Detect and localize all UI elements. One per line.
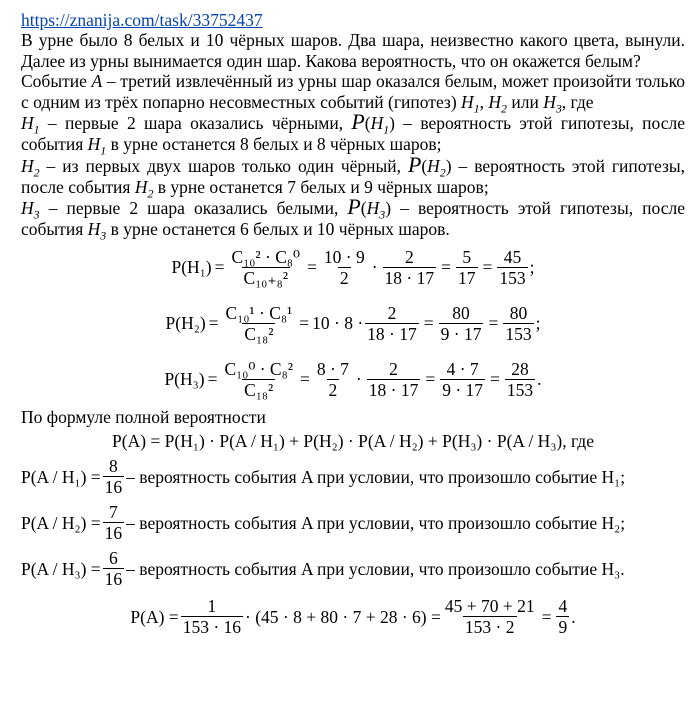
fraction	[503, 304, 533, 344]
denominator: C₁₈²	[244, 323, 274, 344]
fraction	[443, 597, 537, 637]
total-probability-heading: По формуле полной вероятности	[21, 407, 266, 428]
final-lhs: P(A) =	[130, 606, 179, 627]
conditional-h2	[21, 500, 685, 546]
eq-end: ;	[535, 313, 541, 334]
eq-end: .	[571, 606, 576, 627]
denominator: 17	[458, 267, 476, 288]
event-a-symbol: A	[91, 71, 103, 92]
numerator: 2	[404, 246, 414, 267]
cond-lhs: P(A / H₁) =	[21, 466, 101, 487]
document-page	[21, 10, 685, 642]
h1-symbol: $H_1$	[461, 91, 480, 116]
equation-p-h2: P(H₂) = $\frac{\text{C₁₀¹ · C₈¹}}{\text{C₁₈²}}$ = 10 · 8 · $\frac{2}{18 \cdot 17}$ = $\frac{80}{9 \cdot 17}$ = $\frac{80}{153}$ ;	[165, 302, 541, 344]
h2-symbol: $H_2$	[488, 91, 507, 116]
h3-symbol: $H_3$	[543, 91, 562, 116]
denominator: C₁₈²	[244, 379, 274, 400]
numerator: 80	[452, 302, 470, 323]
eq-lhs: P(H₂)	[165, 313, 206, 334]
h3-desc: – вероятность этой гипотезы, после события	[21, 198, 685, 239]
fraction	[103, 457, 125, 497]
intro-text: , где	[561, 91, 594, 112]
equation-p-h1: P(H₁) = $\frac{\text{C₁₀² · C₈⁰}}{\text{C₁₀₊₈²}}$ = $\frac{10 \cdot 9}{2}$ · $\frac{2}{18 \cdot 17}$ = $\frac{5}{17}$ = $\frac{45}{153}$ ;	[171, 246, 535, 288]
numerator: 28	[511, 358, 529, 379]
hypothesis-h3: $H_3$ – первые 2 шара оказались белыми, $P(H_3)$ – вероятность этой гипотезы, после события $H_3$ в урне останется 6 белых и 10 чёрных шаров.	[21, 195, 685, 243]
fraction	[103, 549, 125, 589]
conditional-h1	[21, 454, 685, 500]
numerator: 4	[558, 595, 568, 616]
denominator: 2	[328, 379, 338, 400]
numerator: 5	[462, 246, 472, 267]
eq-end: .	[537, 369, 542, 390]
fraction	[103, 503, 125, 543]
cond-text: – вероятность события A при условии, что произошло событие H₂;	[126, 512, 626, 533]
denominator: 153 · 16	[182, 617, 242, 638]
fraction	[181, 597, 243, 637]
denominator: 153	[506, 379, 534, 400]
numerator: 45 + 70 + 21	[444, 595, 535, 616]
numerator: 2	[389, 358, 398, 379]
hypothesis-h2: $H_2$ – из первых двух шаров только один чёрный, $P(H_2)$ – вероятность этой гипотезы, после события $H_2$ в урне останется 7 белых и 9 чёрных шаров;	[21, 152, 685, 201]
denominator: 18 · 17	[367, 323, 417, 344]
fraction	[440, 360, 485, 400]
cond-text: – вероятность события A при условии, что произошло событие H₁;	[126, 466, 626, 487]
eq-end: ;	[529, 257, 535, 278]
fraction	[315, 360, 351, 400]
numerator: 1	[207, 595, 217, 616]
denominator: 18 · 17	[368, 379, 419, 400]
numerator: 8	[109, 455, 118, 476]
numerator: 45	[503, 246, 522, 267]
final-mid: · (45 · 8 + 80 · 7 + 28 · 6) =	[245, 606, 441, 627]
denominator: 153	[499, 267, 526, 288]
source-url[interactable]: https://znanija.com/task/33752437	[21, 10, 263, 30]
denominator: 16	[104, 477, 123, 498]
fraction	[456, 248, 478, 288]
denominator: 16	[104, 569, 123, 590]
numerator: 10 · 9	[323, 246, 365, 267]
h2-desc: – вероятность этой гипотезы, после события	[21, 155, 685, 197]
denominator: 9 · 17	[442, 379, 484, 400]
denominator: 9	[558, 617, 568, 638]
h3-desc: – первые 2 шара оказались белыми,	[39, 198, 348, 219]
cond-text: – вероятность события A при условии, что произошло событие H₃.	[126, 558, 625, 579]
numerator: 6	[109, 547, 118, 568]
h2-desc: в урне останется 7 белых и 9 чёрных шаров;	[153, 176, 489, 197]
h1-desc: – первые 2 шара оказались чёрными,	[39, 113, 352, 134]
eq-lhs: P(H₁)	[171, 257, 212, 278]
h3-desc: в урне останется 6 белых и 10 чёрных шаров.	[106, 218, 450, 239]
numerator: 7	[109, 501, 118, 522]
fraction	[224, 304, 295, 344]
fraction	[383, 248, 437, 288]
numerator: 8 · 7	[316, 358, 349, 379]
eq-mid: 10 · 8 ·	[312, 313, 364, 334]
source-link[interactable]	[21, 10, 685, 30]
cond-lhs: P(A / H₂) =	[21, 512, 101, 533]
numerator: 4 · 7	[446, 358, 479, 379]
denominator: 9 · 17	[440, 323, 482, 344]
event-a-intro: Событие A – третий извлечённый из урны шар оказался белым, может произойти только с одним из трёх попарно несовместных событий (гипотез) $H_1$, $H_2$ или $H_3$, где	[21, 71, 686, 116]
intro-text: Событие	[21, 71, 92, 92]
h2-desc: – из первых двух шаров только один чёрный,	[39, 155, 408, 176]
intro-text: – третий извлечённый из урны шар оказался белым, может произойти только с одним из трёх попарно несовместных событий (гипотез)	[21, 71, 686, 112]
numerator: C₁₀⁰ · C₈²	[224, 358, 293, 379]
total-probability-formula	[21, 428, 685, 454]
fraction	[230, 248, 303, 288]
final-answer-equation: P(A) = $\frac{1}{153 \cdot 16}$ · (45 · 8 + 80 · 7 + 28 · 6) = $\frac{45 + 70 + 21}{153 \cdot 2}$ = $\frac{4}{9}$ .	[130, 595, 576, 638]
numerator: 2	[387, 302, 397, 323]
conditional-h3	[21, 546, 685, 592]
h1-desc: – вероятность этой гипотезы, после события	[21, 113, 686, 155]
numerator: C₁₀¹ · C₈¹	[225, 302, 293, 323]
intro-text: или	[506, 91, 544, 112]
hypothesis-h1: $H_1$ – первые 2 шара оказались чёрными, $P(H_1)$ – вероятность этой гипотезы, после события $H_1$ в урне останется 8 белых и 8 чёрных шаров;	[21, 110, 686, 158]
denominator: 2	[339, 267, 349, 288]
total-formula-text: P(A) = P(H₁) · P(A / H₁) + P(H₂) · P(A / H₂) + P(H₃) · P(A / H₃), где	[112, 430, 594, 451]
denominator: 16	[104, 523, 123, 544]
fraction	[497, 248, 527, 288]
fraction	[222, 360, 295, 400]
fraction	[505, 360, 535, 400]
fraction	[556, 597, 569, 637]
denominator: C₁₀₊₈²	[243, 267, 288, 288]
h1-desc: в урне останется 8 белых и 8 чёрных шаров;	[106, 134, 442, 155]
problem-statement: В урне было 8 белых и 10 чёрных шаров. Два шара, неизвестно какого цвета, вынули. Далее из урны вынимается один шар. Какова вероятность, что он окажется белым?	[21, 30, 685, 71]
cond-lhs: P(A / H₃) =	[21, 558, 101, 579]
denominator: 18 · 17	[384, 267, 435, 288]
fraction	[439, 304, 484, 344]
fraction	[367, 360, 421, 400]
eq-lhs: P(H₃)	[164, 369, 205, 390]
denominator: 153	[505, 323, 532, 344]
fraction	[365, 304, 419, 344]
equation-p-h3: P(H₃) = $\frac{\text{C₁₀⁰ · C₈²}}{\text{C₁₈²}}$ = $\frac{8 \cdot 7}{2}$ · $\frac{2}{18 \cdot 17}$ = $\frac{4 \cdot 7}{9 \cdot 17}$ = $\frac{28}{153}$ .	[164, 358, 542, 400]
fraction	[322, 248, 367, 288]
denominator: 153 · 2	[464, 617, 515, 638]
numerator: 80	[509, 302, 528, 323]
numerator: C₁₀² · C₈⁰	[231, 246, 301, 267]
